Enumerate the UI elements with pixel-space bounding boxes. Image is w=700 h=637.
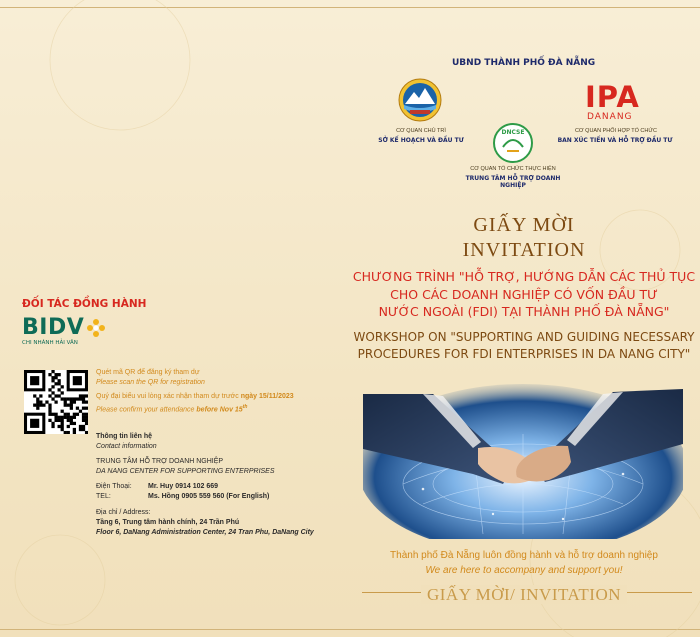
- bidv-branch: CHI NHÁNH HẢI VÂN: [22, 340, 78, 346]
- program-title-en: [352, 329, 696, 362]
- ipa-logo-sub: DANANG: [587, 112, 633, 122]
- dncse-logo: [493, 123, 533, 163]
- bidv-logo: [22, 316, 106, 346]
- ipa-logo: [585, 80, 655, 123]
- contact-org-vi: TRUNG TÂM HỖ TRỢ DOANH NGHIỆP: [96, 458, 224, 465]
- program-vi-line3: NƯỚC NGOÀI (FDI) TẠI THÀNH PHỐ ĐÀ NẴNG": [378, 304, 670, 319]
- phone-2[interactable]: Ms. Hồng 0905 559 560 (For English): [148, 493, 270, 500]
- program-title-vi: [352, 268, 696, 321]
- address-en: Floor 6, DaNang Administration Center, 24 Tran Phu, DaNang City: [96, 529, 314, 536]
- phone-label: Điện Thoại:: [96, 483, 132, 490]
- coop-role: CƠ QUAN PHỐI HỢP TỔ CHỨC: [574, 128, 658, 134]
- address-vi: Tầng 6, Trung tâm hành chính, 24 Trần Phú: [96, 519, 240, 526]
- contact-heading-vi: Thông tin liên hệ: [96, 433, 152, 440]
- bidv-star-icon: [86, 318, 106, 338]
- contact-org-en: DA NANG CENTER FOR SUPPORTING ENTERPRISES: [96, 468, 275, 475]
- contact-phone-row-2: [96, 492, 356, 502]
- confirm-vi-date: ngày 15/11/2023: [240, 393, 294, 400]
- address-label: Địa chỉ / Address:: [96, 509, 151, 516]
- program-vi-line2: CHO CÁC DOANH NGHIỆP CÓ VỐN ĐẦU TƯ: [390, 286, 658, 302]
- exec-name: TRUNG TÂM HỖ TRỢ DOANH NGHIỆP: [465, 175, 561, 189]
- dncse-logo-text: DNCSE: [501, 129, 525, 136]
- cover-label: GIẤY MỜI/ INVITATION: [421, 585, 627, 604]
- confirm-vi: [96, 392, 346, 402]
- handshake-image: [363, 374, 683, 539]
- cover-label-wrap: [352, 584, 696, 606]
- qr-instruction-vi: Quét mã QR để đăng ký tham dự: [96, 369, 200, 376]
- danang-city-logo: [398, 78, 442, 122]
- program-en-line1: WORKSHOP ON "SUPPORTING AND GUIDING NECESSARY: [353, 330, 695, 344]
- exec-role: CƠ QUAN TỔ CHỨC THỰC HIỆN: [470, 166, 556, 172]
- contact-phone-row-1: [96, 482, 356, 492]
- confirm-en-prefix: Please confirm your attendance: [96, 406, 195, 414]
- ipa-logo-main: IPA: [585, 80, 640, 114]
- bidv-logo-text: BIDV: [22, 315, 85, 340]
- qr-instruction-en: Please scan the QR for registration: [96, 379, 205, 386]
- registration-qr-code[interactable]: [24, 370, 88, 434]
- host-name: SỞ KẾ HOẠCH VÀ ĐẦU TƯ: [378, 137, 464, 144]
- slogan-vi: Thành phố Đà Nẵng luôn đồng hành và hỗ trợ doanh nghiệp: [390, 550, 658, 561]
- confirm-en: [96, 402, 346, 415]
- registration-info: [96, 368, 346, 415]
- slogan-en: We are here to accompany and support you!: [425, 565, 623, 576]
- host-role: CƠ QUAN CHỦ TRÌ: [396, 128, 446, 134]
- program-vi-line1: CHƯƠNG TRÌNH "HỖ TRỢ, HƯỚNG DẪN CÁC THỦ TỤC: [352, 269, 696, 284]
- contact-block: [96, 432, 356, 538]
- title-en: INVITATION: [462, 239, 586, 261]
- authority-heading: UBND THÀNH PHỐ ĐÀ NẴNG: [452, 58, 596, 68]
- title-vi: GIẤY MỜI: [473, 214, 575, 236]
- program-en-line2: PROCEDURES FOR FDI ENTERPRISES IN DA NANG CITY": [357, 346, 691, 361]
- contact-heading-en: Contact information: [96, 443, 157, 450]
- confirm-en-date: before Nov 15: [196, 406, 243, 414]
- partner-heading: ĐỐI TÁC ĐỒNG HÀNH: [22, 298, 147, 310]
- tel-label: TEL:: [96, 493, 111, 500]
- confirm-vi-prefix: Quý đại biểu vui lòng xác nhận tham dự trước: [96, 393, 239, 400]
- phone-1[interactable]: Mr. Huy 0914 102 669: [148, 483, 219, 490]
- confirm-en-sup: th: [242, 404, 248, 410]
- coop-name: BAN XÚC TIẾN VÀ HỖ TRỢ ĐẦU TƯ: [557, 137, 673, 144]
